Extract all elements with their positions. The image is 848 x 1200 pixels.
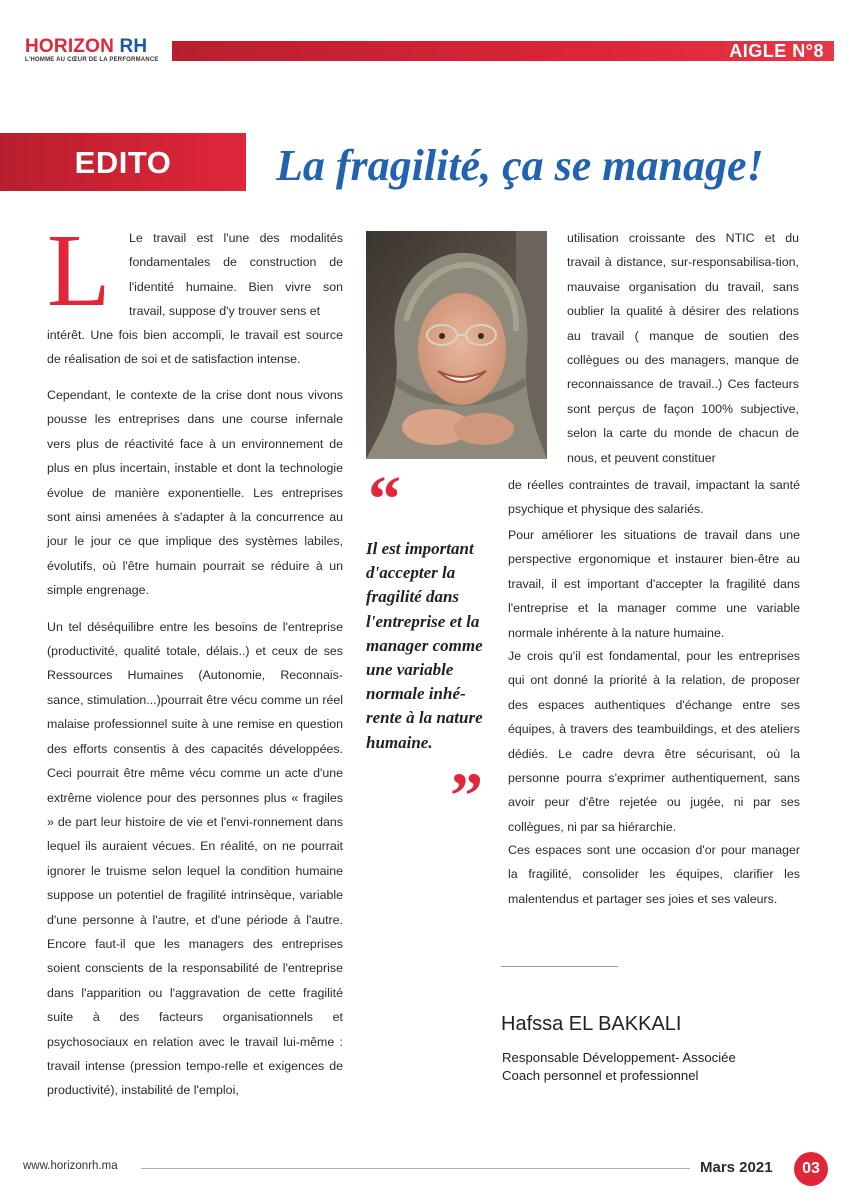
brand-logo <box>25 36 147 58</box>
footer-divider <box>141 1168 690 1169</box>
paragraph-crisis: Cependant, le contexte de la crise dont nous vivons pousse les entreprises dans une course infernale vers plus de réactivité face à un environnement de plus en plus incertain, instable et dont la technologie évolue de manière exponentielle. Les entreprises sont ainsi amenées à s'adapter à la concurrence au jour le jour ce que implique des systèmes labiles, évolutifs, où l'être humain pourrait se réduire à un simple engrenage. <box>47 388 343 598</box>
paragraph-ergonomics: Pour améliorer les situations de travail dans une perspective ergonomique et instaurer bien-être au travail, il est important d'accepter la fragilité dans l'entreprise et la manager comme une variable normale inhérente à la nature humaine. <box>508 528 800 640</box>
paragraph-imbalance: Un tel déséquilibre entre les besoins de l'entreprise (productivité, qualité totale, délais..) et ceux de ses Ressources Humaines (Autonomie, Reconnais-sance, stimulation...)pourrait être vécu comme un réel malaise professionnel suite à une remise en question des efforts consentis à des capacités développées. Ceci pourrait être même vécu comme un acte d'une extrême violence pour des personnes plus « fragiles » de part leur histoire de vie et l'envi-ronnement dans lequel ils auraient vécues. En réalité, on ne pourrait ignorer le truisme selon lequel la condition humaine suppose un potentiel de fragilité intrinsèque, variable d'une personne à l'autre, et d'une période à l'autre. Encore faut-il que les managers des entreprises soient conscients de la responsabilité de l'entreprise dans l'apparition ou l'aggravation de cette fragilité suite à des facteurs organisationnels et psychosociaux en relation avec le travail lui-même : travail intense (pression tempo-relle et exigences de productivité), instabilité de l'emploi, <box>47 619 343 1098</box>
logo-tagline: L'HOMME AU CŒUR DE LA PERFORMANCE <box>25 57 159 63</box>
page-number: 03 <box>802 1160 820 1177</box>
logo-horizon-text: HORIZON <box>25 36 115 57</box>
drop-cap: L <box>47 213 111 328</box>
column-one-body <box>47 383 343 1103</box>
footer-date: Mars 2021 <box>700 1159 773 1176</box>
logo-rh-text: RH <box>119 36 148 57</box>
footer-website-link[interactable]: www.horizonrh.ma <box>23 1160 118 1172</box>
paragraph-exchange-spaces: Je crois qu'il est fondamental, pour les entreprises qui ont donné la priorité à la relation, de proposer des espaces authentiques d'échange entre ses équipes, à travers des teambuildings, et des ateliers dédiés. Le cadre devra être sécurisant, où la personne pourra s'exprimer authentiquement, sans avoir peur d'être rejetée ou jugée, ni par ses collègues, ni par sa hiérarchie. <box>508 649 800 834</box>
pull-quote: Il est important d'accepter la fragilité dans l'entreprise et la manager comme une variable normale inhé-rente à la nature humaine. <box>366 539 483 752</box>
author-role-line2: Coach personnel et professionnel <box>502 1068 699 1083</box>
article-title: La fragilité, ça se manage! <box>276 141 764 190</box>
signature-divider <box>501 966 618 967</box>
author-photo <box>366 231 547 459</box>
issue-number: AIGLE N°8 <box>729 41 824 61</box>
author-role-line1: Responsable Développement- Associée <box>502 1050 736 1065</box>
quote-close-icon: ” <box>450 760 483 833</box>
lead-paragraph-rest: intérêt. Une fois bien accompli, le travail est source de réalisation de soi et de satisfaction intense. <box>47 328 343 367</box>
paragraph-factors: utilisation croissante des NTIC et du travail à distance, sur-responsabilisa-tion, mauvaise organisation du travail, sans oublier la qualité à désirer des relations au travail ( manque de soutien des collègues ou des managers, manque de reconnaissance de travail..) Ces facteurs sont perçus de façon 100% subjective, selon la carte du monde de chacun de nous, et peuvent constituer <box>567 231 799 465</box>
author-role <box>502 1049 736 1085</box>
author-name: Hafssa EL BAKKALI <box>501 1013 682 1035</box>
paragraph-factors-continued: de réelles contraintes de travail, impactant la santé psychique et physique des salariés. <box>508 478 800 517</box>
section-label: EDITO <box>74 145 172 180</box>
portrait-illustration <box>366 231 547 459</box>
paragraph-conclusion: Ces espaces sont une occasion d'or pour manager la fragilité, consolider les équipes, clarifier les malentendus et partager ses joies et ses valeurs. <box>508 843 800 906</box>
quote-open-icon: “ <box>368 463 401 536</box>
lead-paragraph-indented: Le travail est l'une des modalités fondamentales de construction de l'identité humaine. Bien vivre son travail, suppose d'y trouver sens et <box>129 231 343 319</box>
